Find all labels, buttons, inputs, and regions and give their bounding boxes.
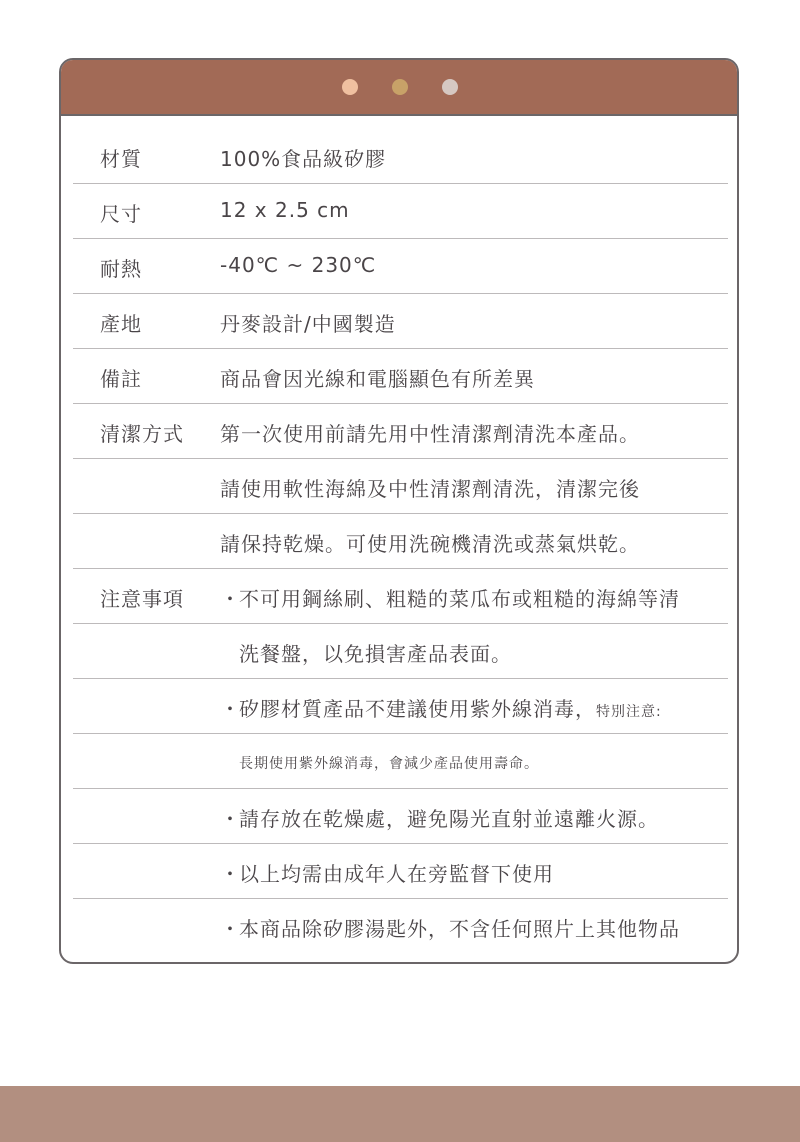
spec-table xyxy=(73,129,728,954)
spec-label: 尺寸 xyxy=(100,202,142,226)
window-dot-icon xyxy=(342,79,358,95)
bullet-icon: ・ xyxy=(220,697,240,721)
window-dot-icon xyxy=(442,79,458,95)
spec-row-size xyxy=(73,184,728,239)
spec-value: 請保持乾燥。可使用洗碗機清洗或蒸氣烘乾。 xyxy=(220,532,640,556)
spec-row-cleaning-cont xyxy=(73,459,728,514)
spec-value: 12 x 2.5 cm xyxy=(220,198,350,222)
footer-bar xyxy=(0,1086,800,1142)
spec-label: 產地 xyxy=(100,312,142,336)
spec-value: 丹麥設計/中國製造 xyxy=(220,312,396,336)
bullet-icon: ・ xyxy=(220,587,240,611)
spec-value: 不可用鋼絲刷、粗糙的菜瓜布或粗糙的海綿等清 xyxy=(239,587,680,611)
spec-row-cleaning xyxy=(73,404,728,459)
spec-value: 洗餐盤，以免損害產品表面。 xyxy=(239,642,512,666)
spec-row-caution-storage xyxy=(73,789,728,844)
card-title-bar xyxy=(61,60,737,116)
spec-row-note xyxy=(73,349,728,404)
window-dot-icon xyxy=(392,79,408,95)
spec-row-caution-contents xyxy=(73,899,728,954)
spec-value-small: 特別注意: xyxy=(596,704,662,720)
spec-row-heat xyxy=(73,239,728,294)
spec-label: 備註 xyxy=(100,367,142,391)
spec-row-origin xyxy=(73,294,728,349)
spec-row-caution-uv-cont xyxy=(73,734,728,789)
spec-row-caution xyxy=(73,569,728,624)
bullet-icon: ・ xyxy=(220,917,240,941)
spec-value: 本商品除矽膠湯匙外，不含任何照片上其他物品 xyxy=(239,917,680,941)
spec-row-material xyxy=(73,129,728,184)
spec-row-caution-supervision xyxy=(73,844,728,899)
spec-value: 第一次使用前請先用中性清潔劑清洗本產品。 xyxy=(220,422,640,446)
spec-value: 請使用軟性海綿及中性清潔劑清洗，清潔完後 xyxy=(220,477,640,501)
spec-value xyxy=(239,693,662,722)
spec-label: 清潔方式 xyxy=(100,422,184,446)
spec-value: -40℃ ~ 230℃ xyxy=(220,253,377,277)
bullet-icon: ・ xyxy=(220,862,240,886)
spec-value: 請存放在乾燥處，避免陽光直射並遠離火源。 xyxy=(239,807,659,831)
spec-value: 商品會因光線和電腦顯色有所差異 xyxy=(220,367,535,391)
spec-value: 100%食品級矽膠 xyxy=(220,147,387,171)
spec-label: 耐熱 xyxy=(100,257,142,281)
spec-card xyxy=(59,58,739,964)
spec-label: 注意事項 xyxy=(100,587,184,611)
spec-value: 以上均需由成年人在旁監督下使用 xyxy=(239,862,554,886)
bullet-icon: ・ xyxy=(220,807,240,831)
spec-label: 材質 xyxy=(100,147,142,171)
spec-row-cleaning-cont xyxy=(73,514,728,569)
spec-value: 長期使用紫外線消毒，會減少產品使用壽命。 xyxy=(239,756,539,772)
spec-row-caution-uv xyxy=(73,679,728,734)
spec-value-main: 矽膠材質產品不建議使用紫外線消毒， xyxy=(239,697,596,721)
spec-row-caution-cont xyxy=(73,624,728,679)
